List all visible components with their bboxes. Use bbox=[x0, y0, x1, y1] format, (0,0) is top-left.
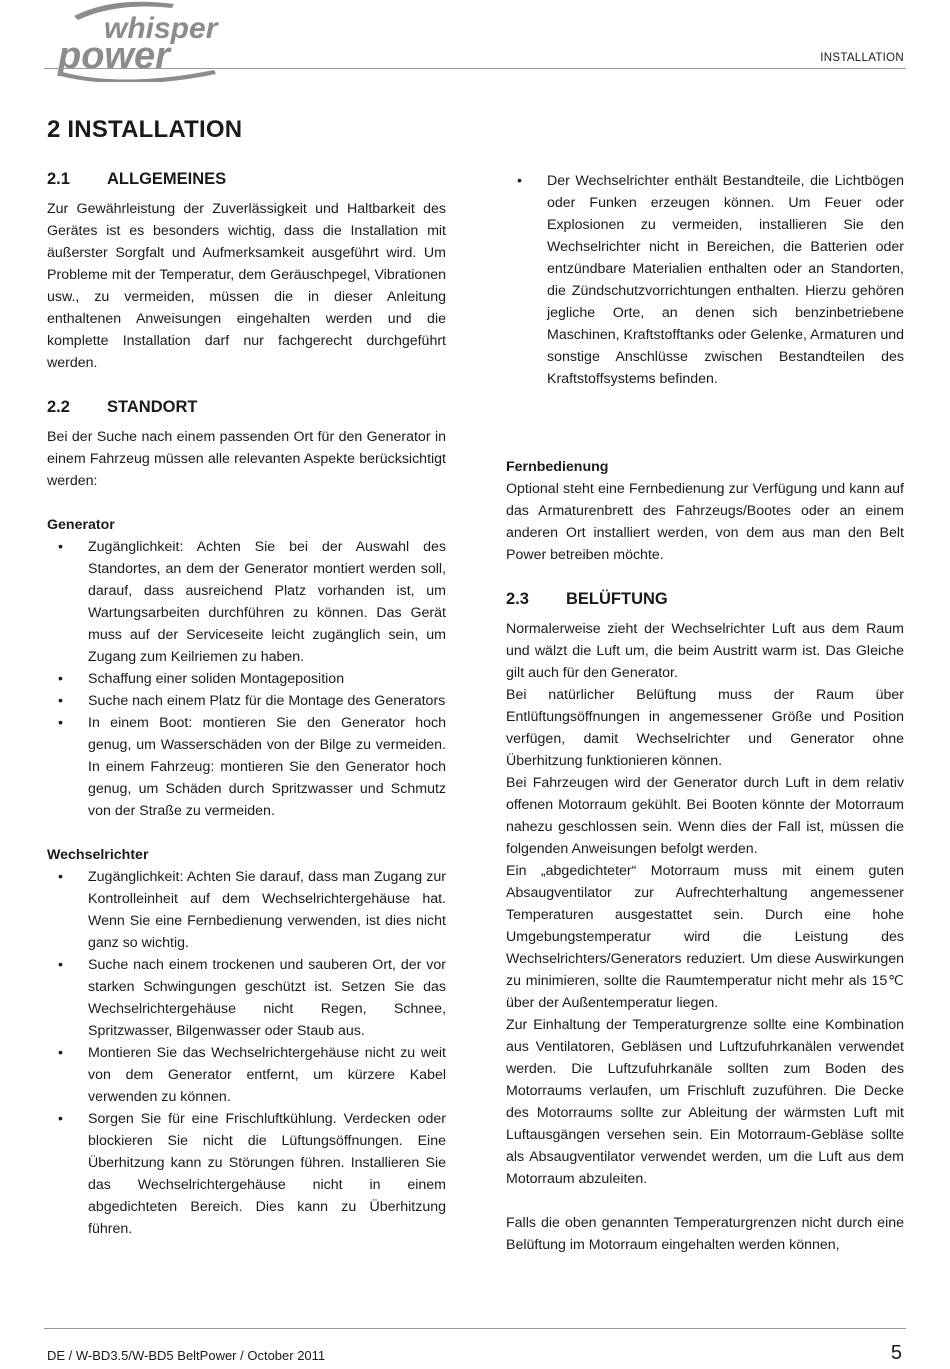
svg-text:power: power bbox=[58, 35, 170, 77]
inverter-list-continued bbox=[506, 170, 904, 390]
inverter-list bbox=[47, 866, 446, 1240]
list-item: • Zugänglichkeit: Achten Sie bei der Auswahl des Standortes, an dem der Generator montiert werden soll, darauf, dass ausreichend Platz vorhanden ist, um Wartungsarbeiten durchführen zu können. Das Gerät muss auf der Serviceseite leicht zugänglich sein, um Zugang zum Keilriemen zu haben. bbox=[47, 536, 446, 668]
section-heading-2-3: 2.3 BELÜFTUNG bbox=[506, 590, 668, 608]
generator-list bbox=[47, 536, 446, 822]
svg-text:whisper: whisper bbox=[104, 12, 218, 45]
list-item: • Suche nach einem trockenen und sauberen Ort, der vor starken Schwingungen geschützt ist. Setzen Sie das Wechselrichtergehäuse nicht Regen, Schnee, Spritzwasser, Bilgenwasser oder Staub aus. bbox=[47, 954, 446, 1042]
list-item: • Der Wechselrichter enthält Bestandteile, die Lichtbögen oder Funken erzeugen können. Um Feuer oder Explosionen zu vermeiden, installieren Sie den Wechselrichter nicht in Bereichen, die Batterien oder entzündbare Materialien enthalten oder an Standorten, die Zündschutzvorrichtungen enthalten. Hierzu gehören jegliche Orte, an denen sich benzinbetriebene Maschinen, Kraftstofftanks oder Gelenke, Armaturen und sonstige Anschlüsse zwischen Bestandteilen des Kraftstoffsystems befinden. bbox=[506, 170, 904, 390]
page-number: 5 bbox=[890, 1342, 902, 1364]
section-heading-2-1: 2.1 ALLGEMEINES bbox=[47, 170, 227, 188]
section-2-2-intro: Bei der Suche nach einem passenden Ort für den Generator in einem Fahrzeug müssen alle relevanten Aspekte berücksichtigt werden: bbox=[47, 429, 446, 489]
generator-heading: Generator bbox=[47, 517, 115, 533]
footer-doc-ref: DE / W-BD3.5/W-BD5 BeltPower / October 2011 bbox=[47, 1348, 326, 1363]
list-item: • Schaffung einer soliden Montageposition bbox=[47, 668, 446, 690]
list-item: • Zugänglichkeit: Achten Sie darauf, dass man Zugang zur Kontrolleinheit auf dem Wechselrichtergehäuse hat. Wenn Sie eine Fernbedienung verwenden, ist dies nicht ganz so wichtig. bbox=[47, 866, 446, 954]
ventilation-paragraph: Bei natürlicher Belüftung muss der Raum über Entlüftungsöffnungen in angemessener Größe und Position verfügen, damit Wechselrichter und Generator ohne Überhitzung funktionieren können. bbox=[506, 687, 904, 769]
list-item: • Montieren Sie das Wechselrichtergehäuse nicht zu weit von dem Generator entfernt, um kürzere Kabel verwenden zu können. bbox=[47, 1042, 446, 1108]
section-2-1-text: Zur Gewährleistung der Zuverlässigkeit und Haltbarkeit des Gerätes ist es besonders wichtig, dass die Installation mit äußerster Sorgfalt und Aufmerksamkeit ausgeführt wird. Um Probleme mit der Temperatur, dem Geräuschpegel, Vibrationen usw., zu vermeiden, müssen die in dieser Anleitung enthaltenen Anweisungen eingehalten werden und die komplette Installation darf nur fachgerecht durchgeführt werden. bbox=[47, 201, 446, 371]
list-item: • Sorgen Sie für eine Frischluftkühlung. Verdecken oder blockieren Sie nicht die Lüftungsöffnungen. Eine Überhitzung kann zu Störungen führen. Installieren Sie das Wechselrichtergehäuse nicht in einem abgedichteten Bereich. Dies kann zu Überhitzung führen. bbox=[47, 1108, 446, 1240]
page-header bbox=[0, 0, 950, 90]
left-column bbox=[47, 166, 446, 1240]
list-item: • In einem Boot: montieren Sie den Generator hoch genug, um Wasserschäden von der Bilge zu vermeiden. In einem Fahrzeug: montieren Sie den Generator hoch genug, um Schäden durch Spritzwasser und Schmutz von der Straße zu vermeiden. bbox=[47, 712, 446, 822]
header-divider bbox=[44, 68, 906, 69]
list-item: • Suche nach einem Platz für die Montage des Generators bbox=[47, 690, 446, 712]
ventilation-closing: Falls die oben genannten Temperaturgrenzen nicht durch eine Belüftung im Motorraum eingehalten werden können, bbox=[506, 1215, 904, 1253]
header-section-label: INSTALLATION bbox=[820, 52, 904, 64]
ventilation-paragraph: Ein „abgedichteter“ Motorraum muss mit einem guten Absaugventilator zur Aufrechterhaltung angemessener Temperaturen ausgestattet sein. Durch eine hohe Umgebungstemperatur wird die Leistung des Wechselrichters/Generators reduziert. Um diese Auswirkungen zu minimieren, sollte die Raumtemperatur nicht mehr als 15℃ über der Außentemperatur liegen. bbox=[506, 863, 904, 1011]
inverter-heading: Wechselrichter bbox=[47, 847, 149, 863]
remote-text: Optional steht eine Fernbedienung zur Verfügung und kann auf das Armaturenbrett des Fahrzeugs/Bootes oder an einem anderen Ort installiert werden, von dem aus man den Belt Power betreiben möchte. bbox=[506, 481, 904, 563]
footer-divider bbox=[44, 1328, 906, 1329]
ventilation-paragraph: Normalerweise zieht der Wechselrichter Luft aus dem Raum und wälzt die Luft um, die beim Austritt warm ist. Das Gleiche gilt auch für den Generator. bbox=[506, 621, 904, 681]
section-heading-2-2: 2.2 STANDORT bbox=[47, 398, 198, 416]
chapter-title: 2 INSTALLATION bbox=[47, 116, 243, 143]
ventilation-paragraph: Zur Einhaltung der Temperaturgrenze sollte eine Kombination aus Ventilatoren, Gebläsen und Luftzufuhrkanälen verwendet werden. Die Luftzufuhrkanäle sollten zum Boden des Motorraums verlaufen, um Frischluft zuzuführen. Die Decke des Motorraums sollte zur Ableitung der wärmsten Luft mit Luftausgängen versehen sein. Ein Motorraum-Gebläse sollte als Absaugventilator verwendet werden, um die Luft aus dem Motorraum abzuleiten. bbox=[506, 1017, 904, 1187]
ventilation-paragraph: Bei Fahrzeugen wird der Generator durch Luft in dem relativ offenen Motorraum gekühlt. Bei Booten könnte der Motorraum nahezu geschlossen sein. Wenn dies der Fall ist, müssen die folgenden Anweisungen befolgt werden. bbox=[506, 775, 904, 857]
whisper-power-logo bbox=[44, 0, 274, 82]
right-column bbox=[506, 170, 904, 1256]
remote-heading: Fernbedienung bbox=[506, 459, 609, 475]
